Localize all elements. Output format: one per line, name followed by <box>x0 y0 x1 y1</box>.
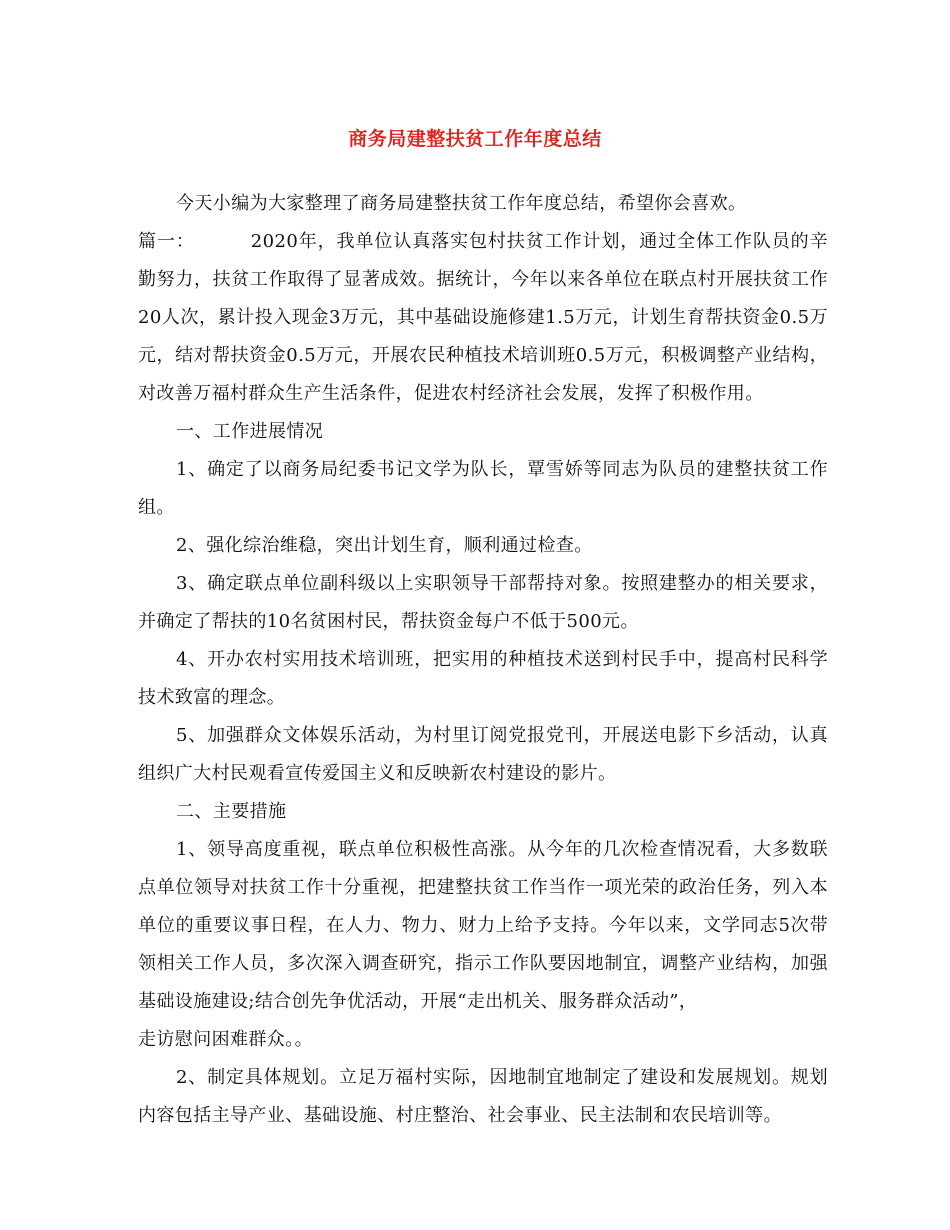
intro-paragraph: 今天小编为大家整理了商务局建整扶贫工作年度总结，希望你会喜欢。 <box>176 193 747 214</box>
document-title: 商务局建整扶贫工作年度总结 <box>348 128 602 150</box>
section-two-heading: 二、主要措施 <box>176 801 287 822</box>
section-two-item-2: 2、制定具体规划。立足万福村实际，因地制宜地制定了建设和发展规划。规划内容包括主导产业、基础设施、村庄整治、社会事业、民主法制和农民培训等。 <box>138 1067 828 1126</box>
part-one-text: 2020年，我单位认真落实包村扶贫工作计划，通过全体工作队员的辛勤努力，扶贫工作取得了显著成效。据统计，今年以来各单位在联点村开展扶贫工作20人次，累计投入现金3万元，其中基础设施修建1.5万元，计划生育帮扶资金0.5万元，结对帮扶资金0.5万元，开展农民种植技术培训班0.5万元，积极调整产业结构，对改善万福村群众生产生活条件，促进农村经济社会发展，发挥了积极作用。 <box>138 231 829 404</box>
section-one-heading: 一、工作进展情况 <box>176 421 324 442</box>
section-two-item-1: 1、领导高度重视，联点单位积极性高涨。从今年的几次检查情况看，大多数联点单位领导对扶贫工作十分重视，把建整扶贫工作当作一项光荣的政治任务，列入本单位的重要议事日程，在人力、物力、财力上给予支持。今年以来，文学同志5次带领相关工作人员，多次深入调查研究，指示工作队要因地制宜，调整产业结构，加强基础设施建设;结合创先争优活动，开展“走出机关、服务群众活动”， <box>138 839 828 1012</box>
part-one-label: 篇一： <box>138 231 195 252</box>
part-one-paragraph <box>138 223 828 413</box>
section-one-item-5: 5、加强群众文体娱乐活动，为村里订阅党报党刊，开展送电影下乡活动，认真组织广大村民观看宣传爱国主义和反映新农村建设的影片。 <box>138 725 828 784</box>
section-one-item-1: 1、确定了以商务局纪委书记文学为队长，覃雪娇等同志为队员的建整扶贫工作组。 <box>138 459 828 518</box>
section-one-item-3: 3、确定联点单位副科级以上实职领导干部帮持对象。按照建整办的相关要求，并确定了帮扶的10名贫困村民，帮扶资金每户不低于500元。 <box>138 573 828 632</box>
section-one-item-2: 2、强化综治维稳，突出计划生育，顺利通过检查。 <box>176 535 593 556</box>
section-two-item-1-tail: 走访慰问困难群众。。 <box>138 1029 313 1050</box>
document-body <box>138 185 828 1135</box>
section-one-item-4: 4、开办农村实用技术培训班，把实用的种植技术送到村民手中，提高村民科学技术致富的理念。 <box>138 649 828 708</box>
